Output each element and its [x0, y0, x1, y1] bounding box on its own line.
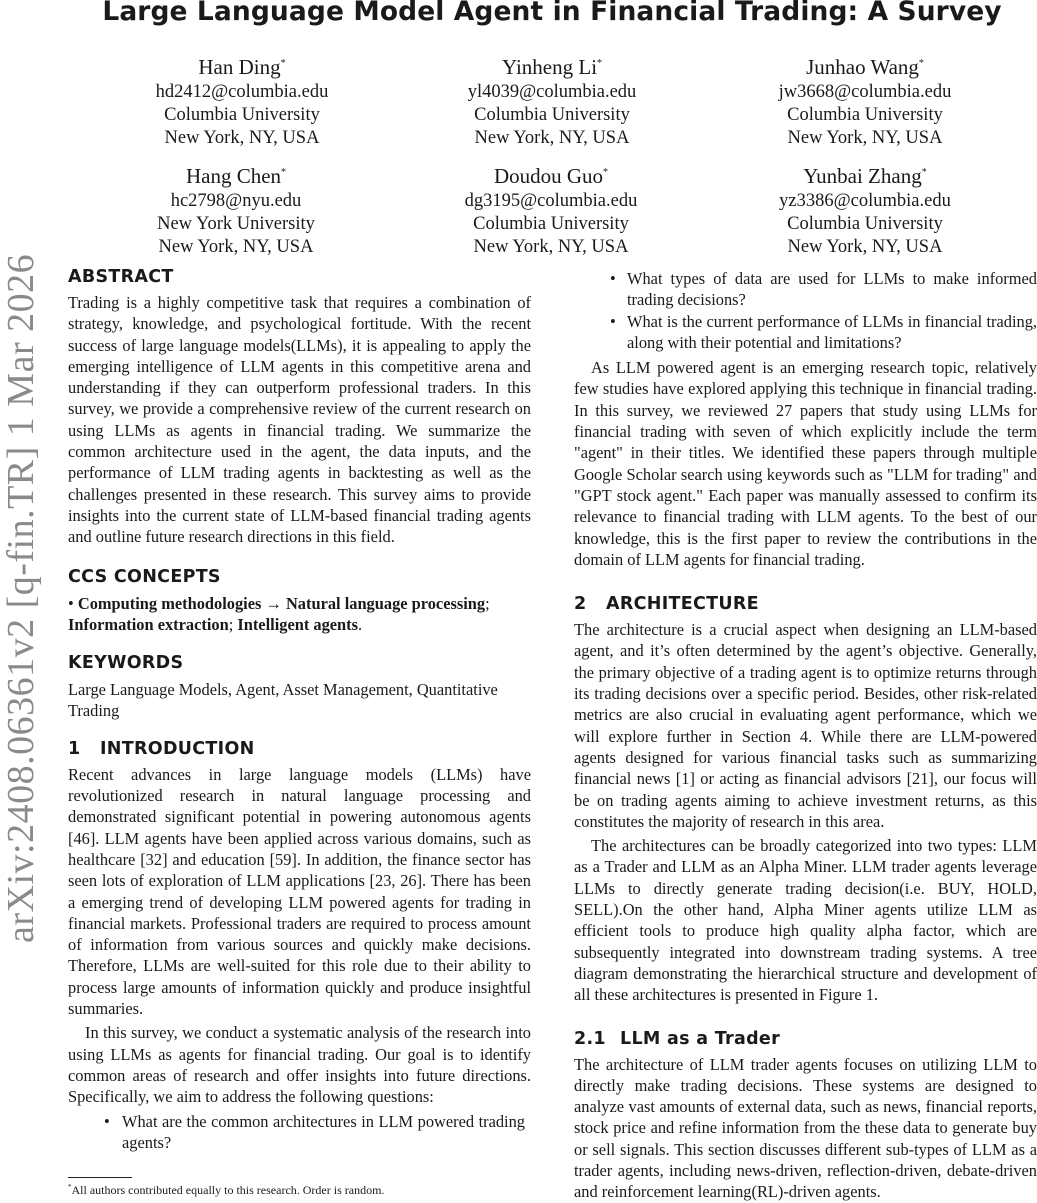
- author-affiliation: Columbia University: [473, 214, 629, 234]
- author-block: [71, 159, 401, 259]
- ccs-arrow: →: [265, 593, 282, 613]
- intro-paragraph: Recent advances in large language models (LLMs) have revolutionized research in natural language processing and demonstrated significant potential in powering autonomous agents [46]. LLM agents have been applied across various domains, such as healthcare [32] and education [59]. In addition, the finance sector has seen lots of exploration of LLM applications [23, 26]. There has been a emerging trend of developing LLM powered agents for trading in financial markets. Professional traders are required to process amount of information from various sources and quickly make decisions. Therefore, LLMs are well-suited for this role due to their ability to process large amounts of information quickly and produce insightful summaries.: [68, 764, 531, 1019]
- architecture-paragraph: The architectures can be broadly categorized into two types: LLM as a Trader and LLM as an Alpha Miner. LLM trader agents leverage LLMs to directly generate trading decision(i.e. BUY, HOLD, SELL).On the other hand, Alpha Miner agents utilize LLM as efficient tools to produce high quality alpha factor, which are subsequently integrated into downstream trading systems. A tree diagram demonstrating the hierarchical structure and development of all these architectures is presented in Figure 1.: [574, 836, 1037, 1005]
- section-title: LLM as a Trader: [620, 1028, 781, 1049]
- author-mark: *: [597, 58, 603, 69]
- survey-paragraph: As LLM powered agent is an emerging research topic, relatively few studies have explored applying this technique in financial trading. In this survey, we reviewed 27 papers that study using LLMs for financial trading with seven of which explicitly include the term "agent" in their titles. We identified these papers through multiple Google Scholar search using keywords such as "LLM for trading" and "GPT stock agent." Each paper was manually assessed to confirm its relevance to financial trading with LLM agents. To the best of our knowledge, this is the first paper to review the contributions in the domain of LLM agents for financial trading.: [574, 358, 1037, 569]
- author-location: New York, NY, USA: [787, 128, 943, 148]
- author-email: hc2798@nyu.edu: [170, 191, 302, 211]
- question-list: [574, 268, 1037, 353]
- author-name: Yinheng Li: [501, 55, 598, 79]
- author-name: Junhao Wang: [806, 55, 919, 79]
- author-block: [700, 50, 1030, 150]
- author-mark: *: [281, 167, 287, 178]
- ccs-term: Intelligent agents: [237, 614, 359, 634]
- subsection-paragraph: The architecture of LLM trader agents focuses on utilizing LLM to directly make trading decisions. These systems are designed to analyze vast amounts of external data, such as news, financial reports, stock price and refine information from the these data to generate buy or sell signals. This section discusses different sub-types of LLM as a trader agents, including news-driven, reflection-driven, debate-driven and reinforcement learning(RL)-driven agents.: [574, 1054, 1037, 1202]
- footnote-mark: *: [68, 1183, 72, 1191]
- subsection-heading: [574, 1028, 1037, 1050]
- footnote: [68, 1183, 384, 1198]
- author-email: yz3386@columbia.edu: [779, 191, 951, 211]
- author-affiliation: New York University: [157, 214, 315, 234]
- right-column: [574, 268, 1037, 1203]
- author-mark: *: [280, 58, 286, 69]
- section-title: INTRODUCTION: [100, 738, 255, 759]
- author-mark: *: [603, 167, 609, 178]
- abstract-text: Trading is a highly competitive task that requires a combination of strategy, knowledge, and psychological fortitude. With the recent success of large language models(LLMs), it is appealing to apply the emerging intelligence of LLM agents in this competitive arena and understanding if they can outperform professional traders. In this survey, we provide a comprehensive review of the current research on using LLMs as agents in financial trading. We summarize the common architecture used in the agent, the data inputs, and the performance of LLM trading agents in backtesting as well as the challenges presented in these research. This survey aims to provide insights into the current state of LLM-based financial trading agents and outline future research directions in this field.: [68, 293, 531, 547]
- author-location: New York, NY, USA: [164, 128, 320, 148]
- list-item: • What are the common architectures in LLM powered trading agents?: [68, 1111, 525, 1154]
- ccs-term: Computing methodologies: [77, 593, 262, 613]
- architecture-paragraph: The architecture is a crucial aspect when designing an LLM-based agent, and it’s often determined by the agent’s objective. Generally, the primary objective of a trading agent is to optimize returns through its trading decisions over a specific period. Besides, other risk-related metrics are also crucial in evaluating agent performance, which we will explore further in Section 4. While there are LLM-powered agents designed for various financial tasks such as summarizing financial news [1] or acting as financial advisors [21], our focus will be on trading agents aiming to achieve investment returns, as this constitutes the majority of research in this area.: [574, 620, 1037, 831]
- author-block: [386, 159, 716, 259]
- author-email: hd2412@columbia.edu: [155, 82, 329, 102]
- paper-title: Large Language Model Agent in Financial Trading: A Survey: [102, 0, 1002, 27]
- section-number: 1: [68, 738, 81, 759]
- author-location: New York, NY, USA: [787, 237, 943, 257]
- abstract-heading: ABSTRACT: [68, 267, 174, 287]
- author-location: New York, NY, USA: [474, 128, 630, 148]
- arxiv-stamp: arXiv:2408.06361v2 [q-fin.TR] 1 Mar 2026: [0, 253, 42, 943]
- keywords-text: Large Language Models, Agent, Asset Management, Quantitative Trading: [68, 680, 498, 721]
- architecture-heading: [574, 593, 1037, 615]
- left-column: [68, 266, 531, 1153]
- author-name: Han Ding: [198, 55, 281, 79]
- author-mark: *: [921, 167, 927, 178]
- section-number: 2.1: [574, 1028, 606, 1049]
- ccs-term: Information extraction: [68, 614, 229, 634]
- author-affiliation: Columbia University: [787, 214, 943, 234]
- question-list: [68, 1111, 531, 1154]
- ccs-bullet: •: [68, 593, 74, 613]
- ccs-heading: CCS CONCEPTS: [68, 566, 221, 587]
- author-block: [77, 50, 407, 150]
- author-block: [700, 159, 1030, 259]
- author-affiliation: Columbia University: [474, 105, 630, 125]
- ccs-concepts: • Computing methodologies → Natural language processing; Information extraction; Intelligent agents.: [68, 593, 490, 634]
- intro-heading: [68, 738, 531, 760]
- list-item: • What types of data are used for LLMs to make informed trading decisions?: [574, 268, 1037, 311]
- author-email: yl4039@columbia.edu: [467, 82, 637, 102]
- author-mark: *: [918, 58, 924, 69]
- author-location: New York, NY, USA: [473, 237, 629, 257]
- section-number: 2: [574, 594, 587, 615]
- author-affiliation: Columbia University: [164, 105, 320, 125]
- author-affiliation: Columbia University: [787, 105, 943, 125]
- footnote-text: All authors contributed equally to this research. Order is random.: [71, 1183, 385, 1197]
- intro-paragraph: In this survey, we conduct a systematic analysis of the research into using LLMs as agents for financial trading. Our goal is to identify common areas of research and offer insights into future directions. Specifically, we aim to address the following questions:: [68, 1023, 531, 1107]
- section-title: ARCHITECTURE: [606, 594, 759, 615]
- author-name: Hang Chen: [185, 164, 282, 188]
- author-block: [387, 50, 717, 150]
- author-location: New York, NY, USA: [158, 237, 314, 257]
- author-name: Doudou Guo: [493, 164, 604, 188]
- ccs-term: Natural language processing: [285, 593, 486, 613]
- keywords-heading: KEYWORDS: [68, 653, 184, 674]
- list-item: • What is the current performance of LLMs in financial trading, along with their potential and limitations?: [574, 311, 1037, 354]
- author-email: jw3668@columbia.edu: [778, 82, 952, 102]
- author-name: Yunbai Zhang: [803, 164, 922, 188]
- author-email: dg3195@columbia.edu: [464, 191, 638, 211]
- footnote-rule: [68, 1177, 132, 1178]
